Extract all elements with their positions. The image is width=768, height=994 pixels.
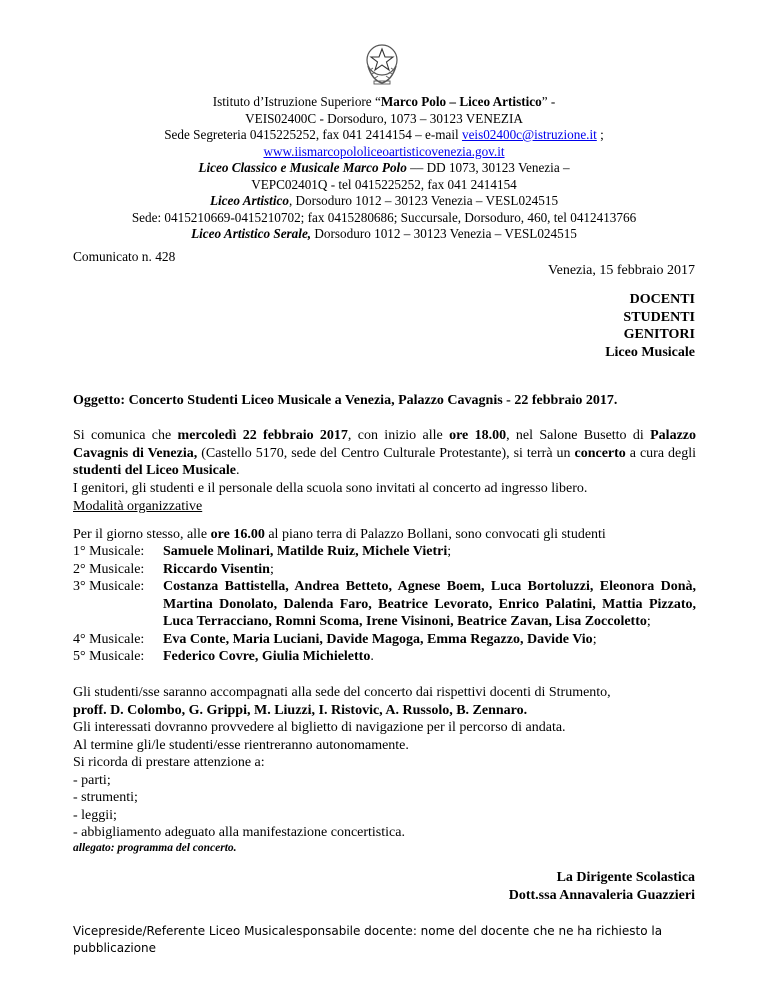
- class-students: Samuele Molinari, Matilde Ruiz, Michele Vietri;: [163, 544, 452, 559]
- signature-block: [509, 869, 695, 905]
- header-line-1: Istituto d’Istruzione Superiore “Marco Polo – Liceo Artistico” -: [212, 94, 556, 109]
- accompaniment-block: [73, 684, 696, 842]
- email-link[interactable]: veis02400c@istruzione.it: [461, 127, 597, 142]
- class-label: 2° Musicale:: [73, 561, 145, 577]
- class-students: Eva Conte, Maria Luciani, Davide Magoga, Emma Regazzo, Davide Vio;: [163, 631, 597, 647]
- class-students: Federico Covre, Giulia Michieletto.: [163, 649, 374, 664]
- page-footer: Vicepreside/Referente Liceo Musicalesponsabile docente: nome del docente che ne ha richiesto la pubblicazione: [73, 924, 663, 955]
- header-line-4: [60, 144, 708, 161]
- list-item: - leggii;: [73, 807, 117, 823]
- intro-paragraph: Si comunica che mercoledì 22 febbraio 2017, con inizio alle ore 18.00, nel Salone Busetto di Palazzo Cavagnis di Venezia, (Castello 5170, sede del Centro Culturale Protestante), si terrà un concerto a cura degli studenti del Liceo Musicale.: [73, 428, 696, 478]
- signature-title: La Dirigente Scolastica: [556, 870, 695, 885]
- header-line-3: Sede Segreteria 0415225252, fax 041 2414154 – e-mail veis02400c@istruzione.it ;: [164, 127, 604, 142]
- section-heading: Modalità organizzative: [73, 499, 203, 514]
- header-line-9: Liceo Artistico Serale, Dorsoduro 1012 – 30123 Venezia – VESL024515: [191, 226, 577, 241]
- recipient: STUDENTI: [623, 309, 695, 325]
- institution-header: [60, 94, 708, 243]
- class-label: 1° Musicale:: [73, 544, 145, 559]
- header-line-6: VEPC02401Q - tel 0415225252, fax 041 2414154: [251, 176, 517, 192]
- recipients-block: [605, 291, 695, 361]
- header-line-7: Liceo Artistico, Dorsoduro 1012 – 30123 Venezia – VESL024515: [209, 193, 559, 208]
- list-item: - abbigliamento adeguato alla manifestazione concertistica.: [73, 825, 405, 840]
- signature-name: Dott.ssa Annavaleria Guazzieri: [508, 888, 695, 903]
- class-label: 3° Musicale:: [73, 579, 145, 594]
- header-line-2: VEIS02400C - Dorsoduro, 1073 – 30123 VENEZIA: [245, 110, 523, 126]
- text-line: Al termine gli/le studenti/esse rientreranno autonomamente.: [73, 737, 409, 753]
- website-link[interactable]: www.iismarcopololiceoartisticovenezia.gov.it: [263, 143, 505, 159]
- text-line: Si ricorda di prestare attenzione a:: [73, 755, 265, 770]
- text-line: Gli studenti/sse saranno accompagnati alla sede del concerto dai rispettivi docenti di Strumento,: [73, 685, 611, 700]
- italian-republic-emblem-icon: [362, 40, 402, 86]
- convocation-paragraph: Per il giorno stesso, alle ore 16.00 al piano terra di Palazzo Bollani, sono convocati gli studenti: [73, 527, 606, 542]
- comunicato-number: Comunicato n. 428: [73, 249, 176, 264]
- text-line: Gli interessati dovranno provvedere al biglietto di navigazione per il percorso di andata.: [73, 720, 566, 735]
- recipient: Liceo Musicale: [605, 344, 695, 360]
- class-label: 4° Musicale:: [73, 631, 145, 647]
- list-item: - strumenti;: [73, 790, 138, 805]
- document-date: Venezia, 15 febbraio 2017: [548, 263, 695, 278]
- list-item: - parti;: [73, 772, 111, 788]
- header-line-8: Sede: 0415210669-0415210702; fax 0415280686; Succursale, Dorsoduro, 460, tel 0412413766: [131, 209, 637, 225]
- class-students: Costanza Battistella, Andrea Betteto, Agnese Boem, Luca Bortoluzzi, Eleonora Donà, Martina Donolato, Dalenda Faro, Beatrice Levorato, Enrico Palatini, Mattia Pizzato, Luca Terracciano, Romni Scoma, Irene Visinoni, Beatrice Zavan, Lisa Zoccoletto;: [163, 579, 696, 629]
- subject-line: Oggetto: Concerto Studenti Liceo Musicale a Venezia, Palazzo Cavagnis - 22 febbraio 2017.: [73, 393, 618, 408]
- teachers-line: proff. D. Colombo, G. Grippi, M. Liuzzi, I. Ristovic, A. Russolo, B. Zennaro.: [73, 702, 528, 718]
- recipient: DOCENTI: [629, 292, 695, 307]
- class-label: 5° Musicale:: [73, 649, 145, 664]
- recipient: GENITORI: [623, 327, 695, 342]
- students-list: [73, 543, 696, 666]
- header-line-5: Liceo Classico e Musicale Marco Polo –– DD 1073, 30123 Venezia –: [198, 160, 570, 175]
- intro-invitation: I genitori, gli studenti e il personale della scuola sono invitati al concerto ad ingresso libero.: [73, 481, 588, 496]
- attachment-note: allegato: programma del concerto.: [73, 842, 237, 854]
- class-students: Riccardo Visentin;: [163, 561, 274, 577]
